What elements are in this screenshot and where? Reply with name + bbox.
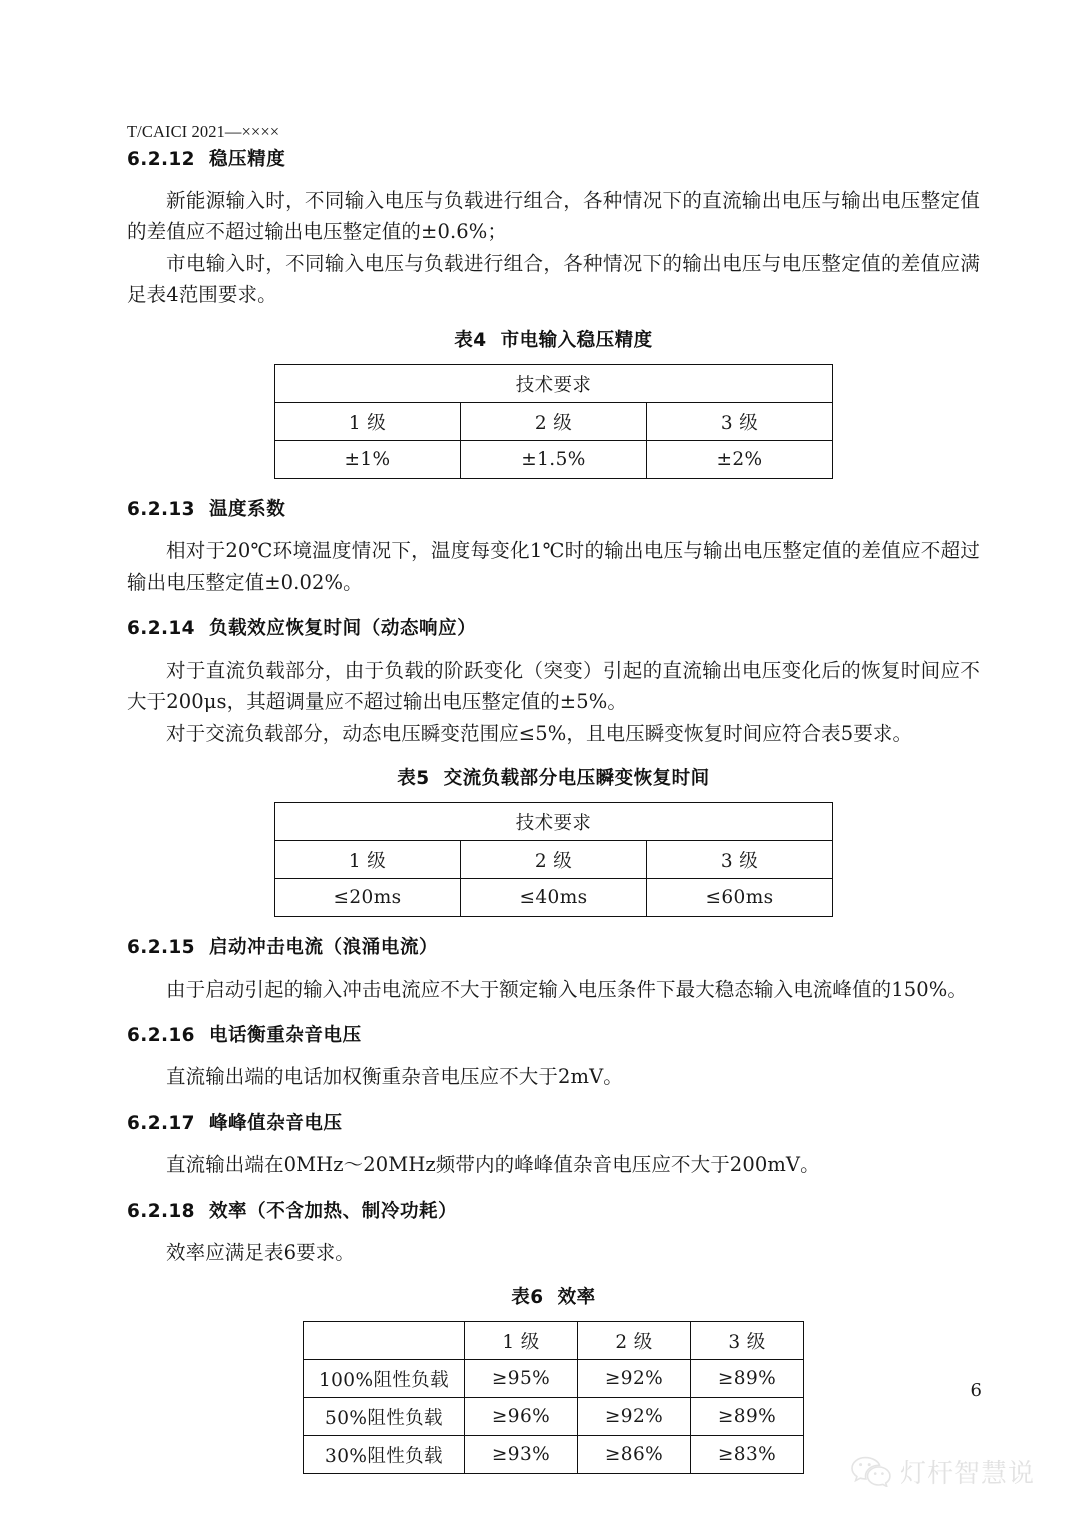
clause-title: 温度系数	[208, 499, 286, 521]
clause-heading-6-2-13	[127, 498, 980, 521]
paragraph: 相对于20℃环境温度情况下，温度每变化1℃时的输出电压与输出电压整定值的差值应不超过输出电压整定值±0.02%。	[127, 539, 980, 594]
table6-row-label: 30%阻性负载	[304, 1436, 465, 1474]
clause-number: 6.2.13	[127, 499, 195, 521]
page-content	[127, 124, 980, 1474]
table5-block	[127, 768, 980, 917]
paragraph: 新能源输入时，不同输入电压与负载进行组合，各种情况下的直流输出电压与输出电压整定值的差值应不超过输出电压整定值的±0.6%；	[127, 188, 980, 244]
table5-label: 表5	[397, 768, 430, 790]
table6-caption	[127, 1287, 980, 1309]
table6-cell: ≥89%	[691, 1360, 804, 1398]
clause-title: 效率（不含加热、制冷功耗）	[208, 1200, 458, 1222]
clause-number: 6.2.18	[127, 1200, 195, 1222]
table4-title: 市电输入稳压精度	[500, 329, 653, 351]
table6-cell: ≥92%	[578, 1398, 691, 1436]
table-row	[304, 1360, 804, 1398]
wechat-icon	[851, 1456, 891, 1491]
table-row	[275, 841, 833, 879]
clause-number: 6.2.15	[127, 937, 195, 959]
paragraph: 直流输出端在0MHz～20MHz频带内的峰峰值杂音电压应不大于200mV。	[166, 1152, 820, 1176]
table6-cell: ≥89%	[691, 1398, 804, 1436]
clause-heading-6-2-15	[127, 936, 980, 959]
paragraph: 对于交流负载部分，动态电压瞬变范围应≤5%，且电压瞬变恢复时间应符合表5要求。	[166, 721, 913, 745]
paragraph: 效率应满足表6要求。	[166, 1240, 355, 1264]
running-header: T/CAICI 2021—××××	[127, 122, 280, 141]
spacer	[127, 641, 980, 655]
table6-label: 表6	[511, 1287, 544, 1309]
paragraph: 直流输出端的电话加权衡重杂音电压应不大于2mV。	[166, 1065, 623, 1089]
table-row	[304, 1398, 804, 1436]
clause-heading-6-2-16	[127, 1024, 980, 1047]
paragraph: 对于直流负载部分，由于负载的阶跃变化（突变）引起的直流输出电压变化后的恢复时间应不大于200μs，其超调量应不超过输出电压整定值的±5%。	[127, 658, 980, 714]
table6-cell: ≥96%	[465, 1398, 578, 1436]
table4	[274, 364, 833, 479]
table6-cell: ≥93%	[465, 1436, 578, 1474]
spacer	[127, 1223, 980, 1237]
table4-label: 表4	[454, 329, 487, 351]
table5-title: 交流负载部分电压瞬变恢复时间	[443, 768, 710, 790]
table4-span-header: 技术要求	[275, 365, 833, 403]
spacer	[127, 917, 980, 936]
table6-grade-1: 1 级	[465, 1322, 578, 1360]
table4-grade-2: 2 级	[461, 403, 647, 441]
clause-number: 6.2.12	[127, 148, 195, 170]
table-row	[304, 1436, 804, 1474]
clause-heading-6-2-14	[127, 617, 980, 640]
table5-grade-2: 2 级	[461, 841, 647, 879]
table4-caption	[127, 330, 980, 352]
table-row	[275, 879, 833, 917]
clause-title: 启动冲击电流（浪涌电流）	[208, 937, 439, 959]
watermark	[851, 1456, 1035, 1491]
table4-value-3: ±2%	[647, 441, 833, 479]
table6-cell: ≥92%	[578, 1360, 691, 1398]
spacer	[127, 479, 980, 498]
table6-row-label: 100%阻性负载	[304, 1360, 465, 1398]
table6-cell: ≥83%	[691, 1436, 804, 1474]
clause-title: 电话衡重杂音电压	[208, 1025, 362, 1047]
table6-cell: ≥95%	[465, 1360, 578, 1398]
table6-grade-2: 2 级	[578, 1322, 691, 1360]
table6-cell: ≥86%	[578, 1436, 691, 1474]
table-row	[304, 1322, 804, 1360]
clause-heading-6-2-17	[127, 1112, 980, 1135]
spacer	[127, 1181, 980, 1200]
paragraph: 由于启动引起的输入冲击电流应不大于额定输入电压条件下最大稳态输入电流峰值的150%。	[166, 977, 967, 1001]
spacer	[127, 171, 980, 185]
spacer	[127, 1047, 980, 1061]
table6-row-label: 50%阻性负载	[304, 1398, 465, 1436]
table5-caption	[127, 768, 980, 790]
table5	[274, 802, 833, 917]
table-row	[275, 403, 833, 441]
spacer	[127, 521, 980, 535]
table4-grade-1: 1 级	[275, 403, 461, 441]
table-row	[275, 441, 833, 479]
table6	[303, 1321, 804, 1474]
clause-number: 6.2.16	[127, 1025, 195, 1047]
clause-number: 6.2.14	[127, 618, 195, 640]
clause-heading-6-2-12	[127, 148, 980, 171]
spacer	[127, 1093, 980, 1112]
table5-span-header: 技术要求	[275, 803, 833, 841]
table4-value-1: ±1%	[275, 441, 461, 479]
spacer	[127, 1135, 980, 1149]
spacer	[127, 598, 980, 617]
spacer	[127, 1268, 980, 1287]
clause-number: 6.2.17	[127, 1112, 195, 1134]
table4-value-2: ±1.5%	[461, 441, 647, 479]
table6-title: 效率	[557, 1287, 596, 1309]
table5-grade-3: 3 级	[647, 841, 833, 879]
paragraph: 市电输入时，不同输入电压与负载进行组合，各种情况下的输出电压与电压整定值的差值应满足表4范围要求。	[127, 251, 980, 307]
table6-block	[127, 1287, 980, 1474]
table6-corner	[304, 1322, 465, 1360]
table5-value-1: ≤20ms	[275, 879, 461, 917]
watermark-text: 灯杆智慧说	[900, 1458, 1036, 1489]
clause-title: 峰峰值杂音电压	[208, 1112, 343, 1134]
spacer	[127, 1005, 980, 1024]
clause-title: 稳压精度	[208, 148, 286, 170]
spacer	[127, 960, 980, 974]
table5-grade-1: 1 级	[275, 841, 461, 879]
table4-block	[127, 330, 980, 479]
clause-heading-6-2-18	[127, 1200, 980, 1223]
table6-grade-3: 3 级	[691, 1322, 804, 1360]
spacer	[127, 749, 980, 768]
table-row	[275, 365, 833, 403]
page-number: 6	[970, 1380, 982, 1401]
table5-value-2: ≤40ms	[461, 879, 647, 917]
table5-value-3: ≤60ms	[647, 879, 833, 917]
clause-title: 负载效应恢复时间（动态响应）	[208, 618, 477, 640]
spacer	[127, 311, 980, 330]
table4-grade-3: 3 级	[647, 403, 833, 441]
table-row	[275, 803, 833, 841]
